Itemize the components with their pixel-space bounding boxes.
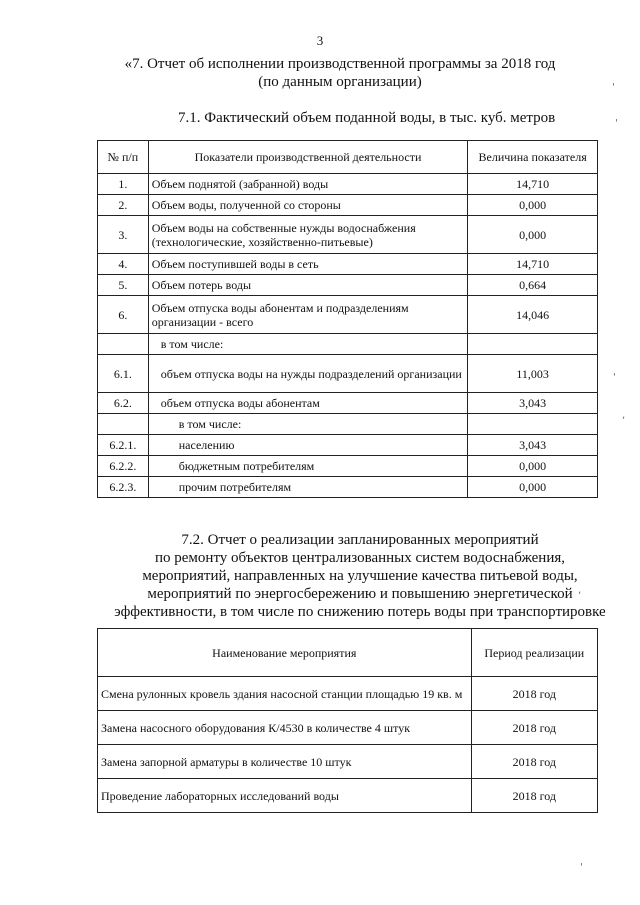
row-num: 6.2.: [98, 393, 149, 414]
row-name: Объем воды на собственные нужды водоснабжения (технологические, хозяйственно-питьевые): [148, 216, 468, 254]
table-row: [98, 477, 598, 498]
row-name: Объем отпуска воды абонентам и подразделениям организации - всего: [148, 296, 468, 334]
row-value: 0,000: [468, 216, 598, 254]
events-table: [97, 628, 598, 813]
row-value: [468, 414, 598, 435]
row-num: 6.1.: [98, 355, 149, 393]
event-name: Замена запорной арматуры в количестве 10 штук: [98, 745, 472, 779]
row-num: 4.: [98, 254, 149, 275]
row-value: 14,710: [468, 174, 598, 195]
table-row: [98, 254, 598, 275]
header-period: Период реализации: [471, 629, 597, 677]
row-num: 6.2.2.: [98, 456, 149, 477]
row-num: [98, 414, 149, 435]
event-name: Проведение лабораторных исследований воды: [98, 779, 472, 813]
row-value: 3,043: [468, 393, 598, 414]
event-name: Смена рулонных кровель здания насосной станции площадью 19 кв. м: [98, 677, 472, 711]
row-name: Объем воды, полученной со стороны: [148, 195, 468, 216]
row-name: бюджетным потребителям: [148, 456, 468, 477]
section-title-line: (по данным организации): [258, 74, 422, 90]
page-number: 3: [316, 33, 324, 48]
table-row: [98, 334, 598, 355]
table-row: [98, 414, 598, 435]
table-row: [98, 745, 598, 779]
row-name: населению: [148, 435, 468, 456]
scan-speck: ': [615, 118, 618, 129]
row-name: Объем поднятой (забранной) воды: [148, 174, 468, 195]
header-num: № п/п: [98, 141, 149, 174]
row-value: 11,003: [468, 355, 598, 393]
header-indicator: Показатели производственной деятельности: [148, 141, 468, 174]
scan-speck: ': [613, 372, 616, 383]
row-name: прочим потребителям: [148, 477, 468, 498]
subsection-72-title-line: эффективности, в том числе по снижению потерь воды при транспортировке: [114, 604, 606, 620]
event-period: 2018 год: [471, 779, 597, 813]
event-period: 2018 год: [471, 745, 597, 779]
table-row: [98, 216, 598, 254]
section-title-line: «7. Отчет об исполнении производственной программы за 2018 год: [124, 56, 556, 72]
header-event: Наименование мероприятия: [98, 629, 472, 677]
table-row: [98, 435, 598, 456]
row-num: 1.: [98, 174, 149, 195]
scan-speck: ,: [578, 585, 582, 596]
table-row: [98, 355, 598, 393]
row-num: [98, 334, 149, 355]
table-row: [98, 677, 598, 711]
table-row: [98, 296, 598, 334]
row-num: 2.: [98, 195, 149, 216]
table-row: [98, 393, 598, 414]
event-period: 2018 год: [471, 677, 597, 711]
scan-speck: ': [580, 862, 583, 873]
event-period: 2018 год: [471, 711, 597, 745]
subsection-71-title: 7.1. Фактический объем поданной воды, в тыс. куб. метров: [178, 110, 556, 126]
row-name: Объем поступившей воды в сеть: [148, 254, 468, 275]
row-value: [468, 334, 598, 355]
table-header-row: [98, 141, 598, 174]
row-value: 3,043: [468, 435, 598, 456]
table-row: [98, 711, 598, 745]
subsection-72-title: [80, 531, 640, 621]
row-num: 6.2.1.: [98, 435, 149, 456]
table-row: [98, 195, 598, 216]
row-name: в том числе:: [148, 334, 468, 355]
subsection-72-title-line: мероприятий по энергосбережению и повышению энергетической: [147, 586, 573, 602]
water-volume-table: [97, 140, 598, 498]
scan-speck: ,: [622, 410, 626, 421]
table-row: [98, 456, 598, 477]
row-value: 0,000: [468, 456, 598, 477]
row-name: объем отпуска воды абонентам: [148, 393, 468, 414]
subsection-72-title-line: мероприятий, направленных на улучшение качества питьевой воды,: [142, 568, 578, 584]
table-row: [98, 779, 598, 813]
row-num: 3.: [98, 216, 149, 254]
row-name: Объем потерь воды: [148, 275, 468, 296]
row-num: 6.2.3.: [98, 477, 149, 498]
section-title: [40, 55, 640, 91]
row-value: 0,000: [468, 195, 598, 216]
row-value: 0,000: [468, 477, 598, 498]
header-value: Величина показателя: [468, 141, 598, 174]
row-num: 5.: [98, 275, 149, 296]
row-value: 0,664: [468, 275, 598, 296]
row-name: объем отпуска воды на нужды подразделений организации: [148, 355, 468, 393]
subsection-72-title-line: 7.2. Отчет о реализации запланированных мероприятий: [181, 532, 539, 548]
scan-speck: ': [612, 82, 615, 93]
row-num: 6.: [98, 296, 149, 334]
row-value: 14,046: [468, 296, 598, 334]
table-row: [98, 275, 598, 296]
row-value: 14,710: [468, 254, 598, 275]
subsection-72-title-line: по ремонту объектов централизованных систем водоснабжения,: [154, 550, 565, 566]
table-header-row: [98, 629, 598, 677]
event-name: Замена насосного оборудования К/4530 в количестве 4 штук: [98, 711, 472, 745]
table-row: [98, 174, 598, 195]
row-name: в том числе:: [148, 414, 468, 435]
